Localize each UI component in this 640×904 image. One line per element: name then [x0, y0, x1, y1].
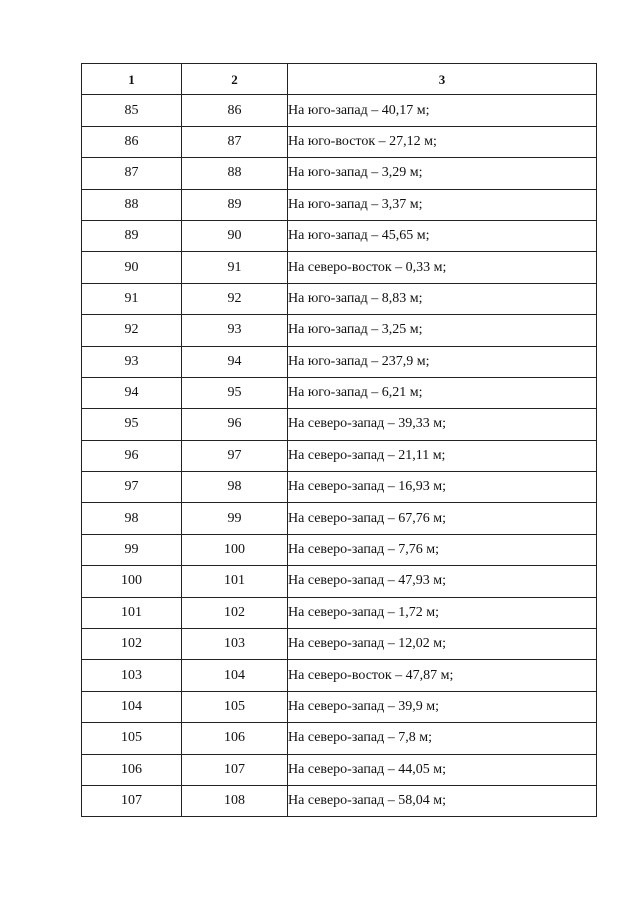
- direction-distance-cell: На северо-запад – 44,05 м;: [288, 754, 597, 785]
- to-point-cell: 92: [182, 283, 288, 314]
- direction-distance-cell: На северо-запад – 7,8 м;: [288, 723, 597, 754]
- to-point-cell: 105: [182, 691, 288, 722]
- from-point-cell: 92: [82, 315, 182, 346]
- table-row: [82, 691, 597, 722]
- table-row: [82, 189, 597, 220]
- table-row: [82, 785, 597, 816]
- table-row: [82, 629, 597, 660]
- from-point-cell: 105: [82, 723, 182, 754]
- direction-distance-cell: На северо-запад – 58,04 м;: [288, 785, 597, 816]
- column-header-3: 3: [288, 64, 597, 95]
- to-point-cell: 87: [182, 126, 288, 157]
- from-point-cell: 103: [82, 660, 182, 691]
- table-row: [82, 472, 597, 503]
- direction-distance-cell: На юго-запад – 3,37 м;: [288, 189, 597, 220]
- direction-distance-cell: На юго-восток – 27,12 м;: [288, 126, 597, 157]
- header-row: [82, 64, 597, 95]
- direction-distance-cell: На северо-запад – 16,93 м;: [288, 472, 597, 503]
- to-point-cell: 100: [182, 534, 288, 565]
- table-row: [82, 95, 597, 126]
- direction-distance-cell: На юго-запад – 40,17 м;: [288, 95, 597, 126]
- direction-distance-cell: На северо-запад – 7,76 м;: [288, 534, 597, 565]
- to-point-cell: 108: [182, 785, 288, 816]
- direction-distance-cell: На северо-запад – 21,11 м;: [288, 440, 597, 471]
- table-row: [82, 283, 597, 314]
- table-row: [82, 503, 597, 534]
- direction-distance-cell: На юго-запад – 6,21 м;: [288, 377, 597, 408]
- table-row: [82, 534, 597, 565]
- table-row: [82, 660, 597, 691]
- from-point-cell: 87: [82, 158, 182, 189]
- to-point-cell: 89: [182, 189, 288, 220]
- from-point-cell: 99: [82, 534, 182, 565]
- direction-distance-cell: На северо-запад – 1,72 м;: [288, 597, 597, 628]
- to-point-cell: 102: [182, 597, 288, 628]
- from-point-cell: 101: [82, 597, 182, 628]
- to-point-cell: 95: [182, 377, 288, 408]
- to-point-cell: 97: [182, 440, 288, 471]
- from-point-cell: 88: [82, 189, 182, 220]
- from-point-cell: 89: [82, 220, 182, 251]
- table-row: [82, 252, 597, 283]
- from-point-cell: 106: [82, 754, 182, 785]
- from-point-cell: 104: [82, 691, 182, 722]
- direction-distance-cell: На северо-восток – 0,33 м;: [288, 252, 597, 283]
- table-body: [82, 95, 597, 817]
- to-point-cell: 106: [182, 723, 288, 754]
- direction-distance-cell: На юго-запад – 8,83 м;: [288, 283, 597, 314]
- direction-distance-cell: На юго-запад – 237,9 м;: [288, 346, 597, 377]
- table-row: [82, 597, 597, 628]
- table-header: [82, 64, 597, 95]
- to-point-cell: 96: [182, 409, 288, 440]
- table-row: [82, 158, 597, 189]
- direction-distance-cell: На юго-запад – 3,25 м;: [288, 315, 597, 346]
- table-row: [82, 346, 597, 377]
- table-row: [82, 409, 597, 440]
- from-point-cell: 102: [82, 629, 182, 660]
- from-point-cell: 97: [82, 472, 182, 503]
- to-point-cell: 98: [182, 472, 288, 503]
- direction-distance-cell: На юго-запад – 3,29 м;: [288, 158, 597, 189]
- from-point-cell: 86: [82, 126, 182, 157]
- direction-distance-cell: На северо-запад – 12,02 м;: [288, 629, 597, 660]
- from-point-cell: 107: [82, 785, 182, 816]
- from-point-cell: 94: [82, 377, 182, 408]
- direction-distance-cell: На северо-восток – 47,87 м;: [288, 660, 597, 691]
- direction-distance-cell: На северо-запад – 39,33 м;: [288, 409, 597, 440]
- direction-distance-cell: На северо-запад – 67,76 м;: [288, 503, 597, 534]
- table-row: [82, 315, 597, 346]
- from-point-cell: 91: [82, 283, 182, 314]
- to-point-cell: 86: [182, 95, 288, 126]
- to-point-cell: 107: [182, 754, 288, 785]
- to-point-cell: 104: [182, 660, 288, 691]
- table-row: [82, 440, 597, 471]
- table-row: [82, 377, 597, 408]
- to-point-cell: 103: [182, 629, 288, 660]
- from-point-cell: 90: [82, 252, 182, 283]
- from-point-cell: 85: [82, 95, 182, 126]
- to-point-cell: 93: [182, 315, 288, 346]
- column-header-2: 2: [182, 64, 288, 95]
- boundary-table: [81, 63, 597, 817]
- from-point-cell: 95: [82, 409, 182, 440]
- from-point-cell: 100: [82, 566, 182, 597]
- direction-distance-cell: На северо-запад – 47,93 м;: [288, 566, 597, 597]
- to-point-cell: 90: [182, 220, 288, 251]
- direction-distance-cell: На северо-запад – 39,9 м;: [288, 691, 597, 722]
- table-row: [82, 566, 597, 597]
- column-header-1: 1: [82, 64, 182, 95]
- to-point-cell: 101: [182, 566, 288, 597]
- table-row: [82, 126, 597, 157]
- direction-distance-cell: На юго-запад – 45,65 м;: [288, 220, 597, 251]
- from-point-cell: 96: [82, 440, 182, 471]
- to-point-cell: 94: [182, 346, 288, 377]
- to-point-cell: 91: [182, 252, 288, 283]
- from-point-cell: 98: [82, 503, 182, 534]
- to-point-cell: 88: [182, 158, 288, 189]
- table-row: [82, 723, 597, 754]
- table-row: [82, 754, 597, 785]
- to-point-cell: 99: [182, 503, 288, 534]
- from-point-cell: 93: [82, 346, 182, 377]
- table-row: [82, 220, 597, 251]
